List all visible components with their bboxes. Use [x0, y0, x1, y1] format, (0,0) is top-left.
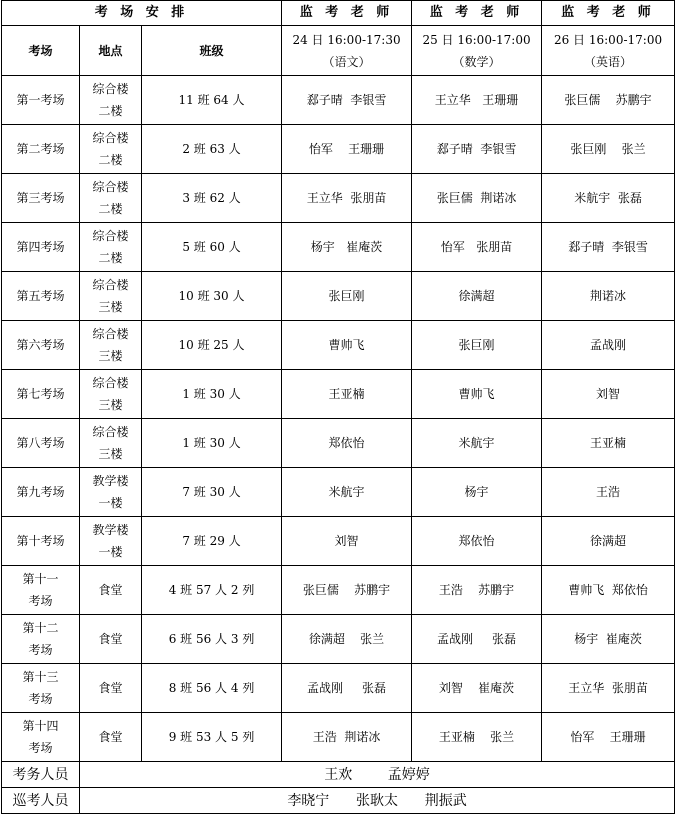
table-row [2, 468, 675, 517]
table-row [2, 370, 675, 419]
invigilator-day3-cell: 曹帅飞 郑依怡 [542, 566, 675, 615]
class-cell: 1 班 30 人 [142, 419, 282, 468]
day3-time: 26 日 16:00-17:00 [553, 32, 663, 47]
invigilator-day3-cell: 王亚楠 [542, 419, 675, 468]
class-cell: 1 班 30 人 [142, 370, 282, 419]
class-cell: 2 班 63 人 [142, 125, 282, 174]
table-row [2, 272, 675, 321]
room-cell [2, 517, 80, 566]
location-cell-line: 综合楼 [92, 327, 129, 341]
class-cell: 9 班 53 人 5 列 [142, 713, 282, 762]
footer-row-staff [2, 762, 675, 788]
invigilator-day3-cell: 孟战刚 [542, 321, 675, 370]
room-cell-line: 第十二 [22, 621, 59, 635]
location-cell-line: 二楼 [98, 104, 123, 118]
table-row [2, 321, 675, 370]
location-cell [80, 223, 142, 272]
room-cell-line: 考场 [28, 741, 53, 755]
invigilator-day1-cell: 刘智 [282, 517, 412, 566]
invigilator-day3-cell: 刘智 [542, 370, 675, 419]
invigilator-day1-cell: 米航宇 [282, 468, 412, 517]
invigilator-day1-cell: 王立华 张朋苗 [282, 174, 412, 223]
location-cell [80, 566, 142, 615]
room-cell [2, 468, 80, 517]
location-cell-line: 二楼 [98, 153, 123, 167]
room-cell [2, 713, 80, 762]
location-cell-line: 食堂 [98, 730, 123, 744]
room-cell [2, 615, 80, 664]
location-cell-line: 综合楼 [92, 131, 129, 145]
column-header-location: 地点 [80, 26, 142, 76]
table-row [2, 615, 675, 664]
column-header-day2 [412, 26, 542, 76]
location-cell-line: 综合楼 [92, 425, 129, 439]
room-cell-line: 第十三 [22, 670, 59, 684]
column-header-class: 班级 [142, 26, 282, 76]
invigilator-day2-cell: 张巨刚 [412, 321, 542, 370]
day2-time: 25 日 16:00-17:00 [422, 32, 531, 47]
day1-subject: （语文） [322, 54, 371, 69]
room-cell [2, 174, 80, 223]
room-cell-line: 第三考场 [16, 191, 65, 205]
invigilator-day2-cell: 怡军 张朋苗 [412, 223, 542, 272]
location-cell [80, 615, 142, 664]
column-header-day1 [282, 26, 412, 76]
table-row [2, 566, 675, 615]
location-cell-line: 二楼 [98, 202, 123, 216]
room-cell-line: 考场 [28, 594, 53, 608]
invigilator-day3-cell: 徐满超 [542, 517, 675, 566]
patrol-names: 李晓宁 张耿太 荆振武 [80, 788, 675, 814]
location-cell-line: 综合楼 [92, 229, 129, 243]
invigilator-day2-cell: 孟战刚 张磊 [412, 615, 542, 664]
invigilator-day2-cell: 张巨儒 荆诺冰 [412, 174, 542, 223]
location-cell-line: 三楼 [98, 447, 123, 461]
invigilator-header-2: 监 考 老 师 [412, 1, 542, 26]
invigilator-day1-cell: 杨宇 崔庵茨 [282, 223, 412, 272]
invigilator-day2-cell: 徐满超 [412, 272, 542, 321]
invigilator-header-1: 监 考 老 师 [282, 1, 412, 26]
invigilator-day3-cell: 荆诺冰 [542, 272, 675, 321]
room-cell [2, 272, 80, 321]
invigilator-day1-cell: 怡军 王珊珊 [282, 125, 412, 174]
invigilator-day2-cell: 王亚楠 张兰 [412, 713, 542, 762]
invigilator-day3-cell: 王浩 [542, 468, 675, 517]
invigilator-day1-cell: 张巨儒 苏鹏宇 [282, 566, 412, 615]
staff-label: 考务人员 [2, 762, 80, 788]
location-cell [80, 468, 142, 517]
location-cell-line: 综合楼 [92, 376, 129, 390]
class-cell: 5 班 60 人 [142, 223, 282, 272]
invigilator-day3-cell: 张巨儒 苏鹏宇 [542, 76, 675, 125]
column-header-day3 [542, 26, 675, 76]
location-cell [80, 664, 142, 713]
location-cell [80, 125, 142, 174]
location-cell-line: 教学楼 [92, 523, 129, 537]
header-row-columns [2, 26, 675, 76]
room-cell [2, 321, 80, 370]
location-cell [80, 419, 142, 468]
room-cell [2, 419, 80, 468]
room-cell [2, 370, 80, 419]
table-row [2, 517, 675, 566]
room-cell-line: 第五考场 [16, 289, 65, 303]
room-cell-line: 考场 [28, 692, 53, 706]
invigilator-header-3: 监 考 老 师 [542, 1, 675, 26]
room-cell [2, 76, 80, 125]
day2-subject: （数学） [452, 54, 501, 69]
room-cell-line: 第九考场 [16, 485, 65, 499]
room-cell-line: 考场 [28, 643, 53, 657]
invigilator-day3-cell: 杨宇 崔庵茨 [542, 615, 675, 664]
location-cell-line: 食堂 [98, 583, 123, 597]
location-cell-line: 三楼 [98, 398, 123, 412]
header-row-top [2, 1, 675, 26]
invigilator-day2-cell: 郑依怡 [412, 517, 542, 566]
location-cell [80, 174, 142, 223]
room-cell-line: 第四考场 [16, 240, 65, 254]
invigilator-day3-cell: 米航宇 张磊 [542, 174, 675, 223]
location-cell [80, 321, 142, 370]
location-cell [80, 272, 142, 321]
invigilator-day1-cell: 郄子晴 李银雪 [282, 76, 412, 125]
class-cell: 7 班 29 人 [142, 517, 282, 566]
location-cell-line: 一楼 [98, 545, 123, 559]
class-cell: 11 班 64 人 [142, 76, 282, 125]
room-cell-line: 第十一 [22, 572, 59, 586]
invigilator-day1-cell: 张巨刚 [282, 272, 412, 321]
room-cell-line: 第二考场 [16, 142, 65, 156]
location-cell-line: 食堂 [98, 632, 123, 646]
class-cell: 3 班 62 人 [142, 174, 282, 223]
day3-subject: （英语） [584, 54, 633, 69]
location-cell-line: 二楼 [98, 251, 123, 265]
location-cell-line: 三楼 [98, 300, 123, 314]
location-cell-line: 综合楼 [92, 82, 129, 96]
invigilator-day2-cell: 米航宇 [412, 419, 542, 468]
room-cell-line: 第七考场 [16, 387, 65, 401]
invigilator-day2-cell: 杨宇 [412, 468, 542, 517]
location-cell [80, 76, 142, 125]
exam-arrangement-table [1, 0, 675, 814]
invigilator-day2-cell: 王立华 王珊珊 [412, 76, 542, 125]
invigilator-day2-cell: 曹帅飞 [412, 370, 542, 419]
class-cell: 6 班 56 人 3 列 [142, 615, 282, 664]
staff-names: 王欢 孟婷婷 [80, 762, 675, 788]
column-header-room: 考场 [2, 26, 80, 76]
class-cell: 8 班 56 人 4 列 [142, 664, 282, 713]
location-cell [80, 370, 142, 419]
room-cell [2, 664, 80, 713]
class-cell: 10 班 25 人 [142, 321, 282, 370]
invigilator-day1-cell: 王亚楠 [282, 370, 412, 419]
room-cell-line: 第一考场 [16, 93, 65, 107]
invigilator-day2-cell: 王浩 苏鹏宇 [412, 566, 542, 615]
patrol-label: 巡考人员 [2, 788, 80, 814]
room-cell [2, 223, 80, 272]
invigilator-day1-cell: 王浩 荆诺冰 [282, 713, 412, 762]
table-row [2, 76, 675, 125]
room-cell [2, 125, 80, 174]
day1-time: 24 日 16:00-17:30 [292, 32, 401, 47]
table-row [2, 174, 675, 223]
location-cell-line: 综合楼 [92, 180, 129, 194]
class-cell: 4 班 57 人 2 列 [142, 566, 282, 615]
arrangement-header: 考 场 安 排 [2, 1, 282, 26]
room-cell-line: 第十考场 [16, 534, 65, 548]
invigilator-day3-cell: 怡军 王珊珊 [542, 713, 675, 762]
invigilator-day2-cell: 刘智 崔庵茨 [412, 664, 542, 713]
room-cell-line: 第六考场 [16, 338, 65, 352]
table-row [2, 125, 675, 174]
table-row [2, 664, 675, 713]
table-row [2, 419, 675, 468]
invigilator-day3-cell: 张巨刚 张兰 [542, 125, 675, 174]
table-row [2, 713, 675, 762]
footer-row-patrol [2, 788, 675, 814]
location-cell-line: 食堂 [98, 681, 123, 695]
invigilator-day1-cell: 郑依怡 [282, 419, 412, 468]
invigilator-day3-cell: 郄子晴 李银雪 [542, 223, 675, 272]
location-cell [80, 713, 142, 762]
invigilator-day1-cell: 曹帅飞 [282, 321, 412, 370]
table-row [2, 223, 675, 272]
location-cell [80, 517, 142, 566]
invigilator-day2-cell: 郄子晴 李银雪 [412, 125, 542, 174]
location-cell-line: 一楼 [98, 496, 123, 510]
invigilator-day1-cell: 徐满超 张兰 [282, 615, 412, 664]
location-cell-line: 教学楼 [92, 474, 129, 488]
room-cell-line: 第八考场 [16, 436, 65, 450]
invigilator-day3-cell: 王立华 张朋苗 [542, 664, 675, 713]
class-cell: 7 班 30 人 [142, 468, 282, 517]
location-cell-line: 三楼 [98, 349, 123, 363]
class-cell: 10 班 30 人 [142, 272, 282, 321]
room-cell-line: 第十四 [22, 719, 59, 733]
location-cell-line: 综合楼 [92, 278, 129, 292]
room-cell [2, 566, 80, 615]
invigilator-day1-cell: 孟战刚 张磊 [282, 664, 412, 713]
